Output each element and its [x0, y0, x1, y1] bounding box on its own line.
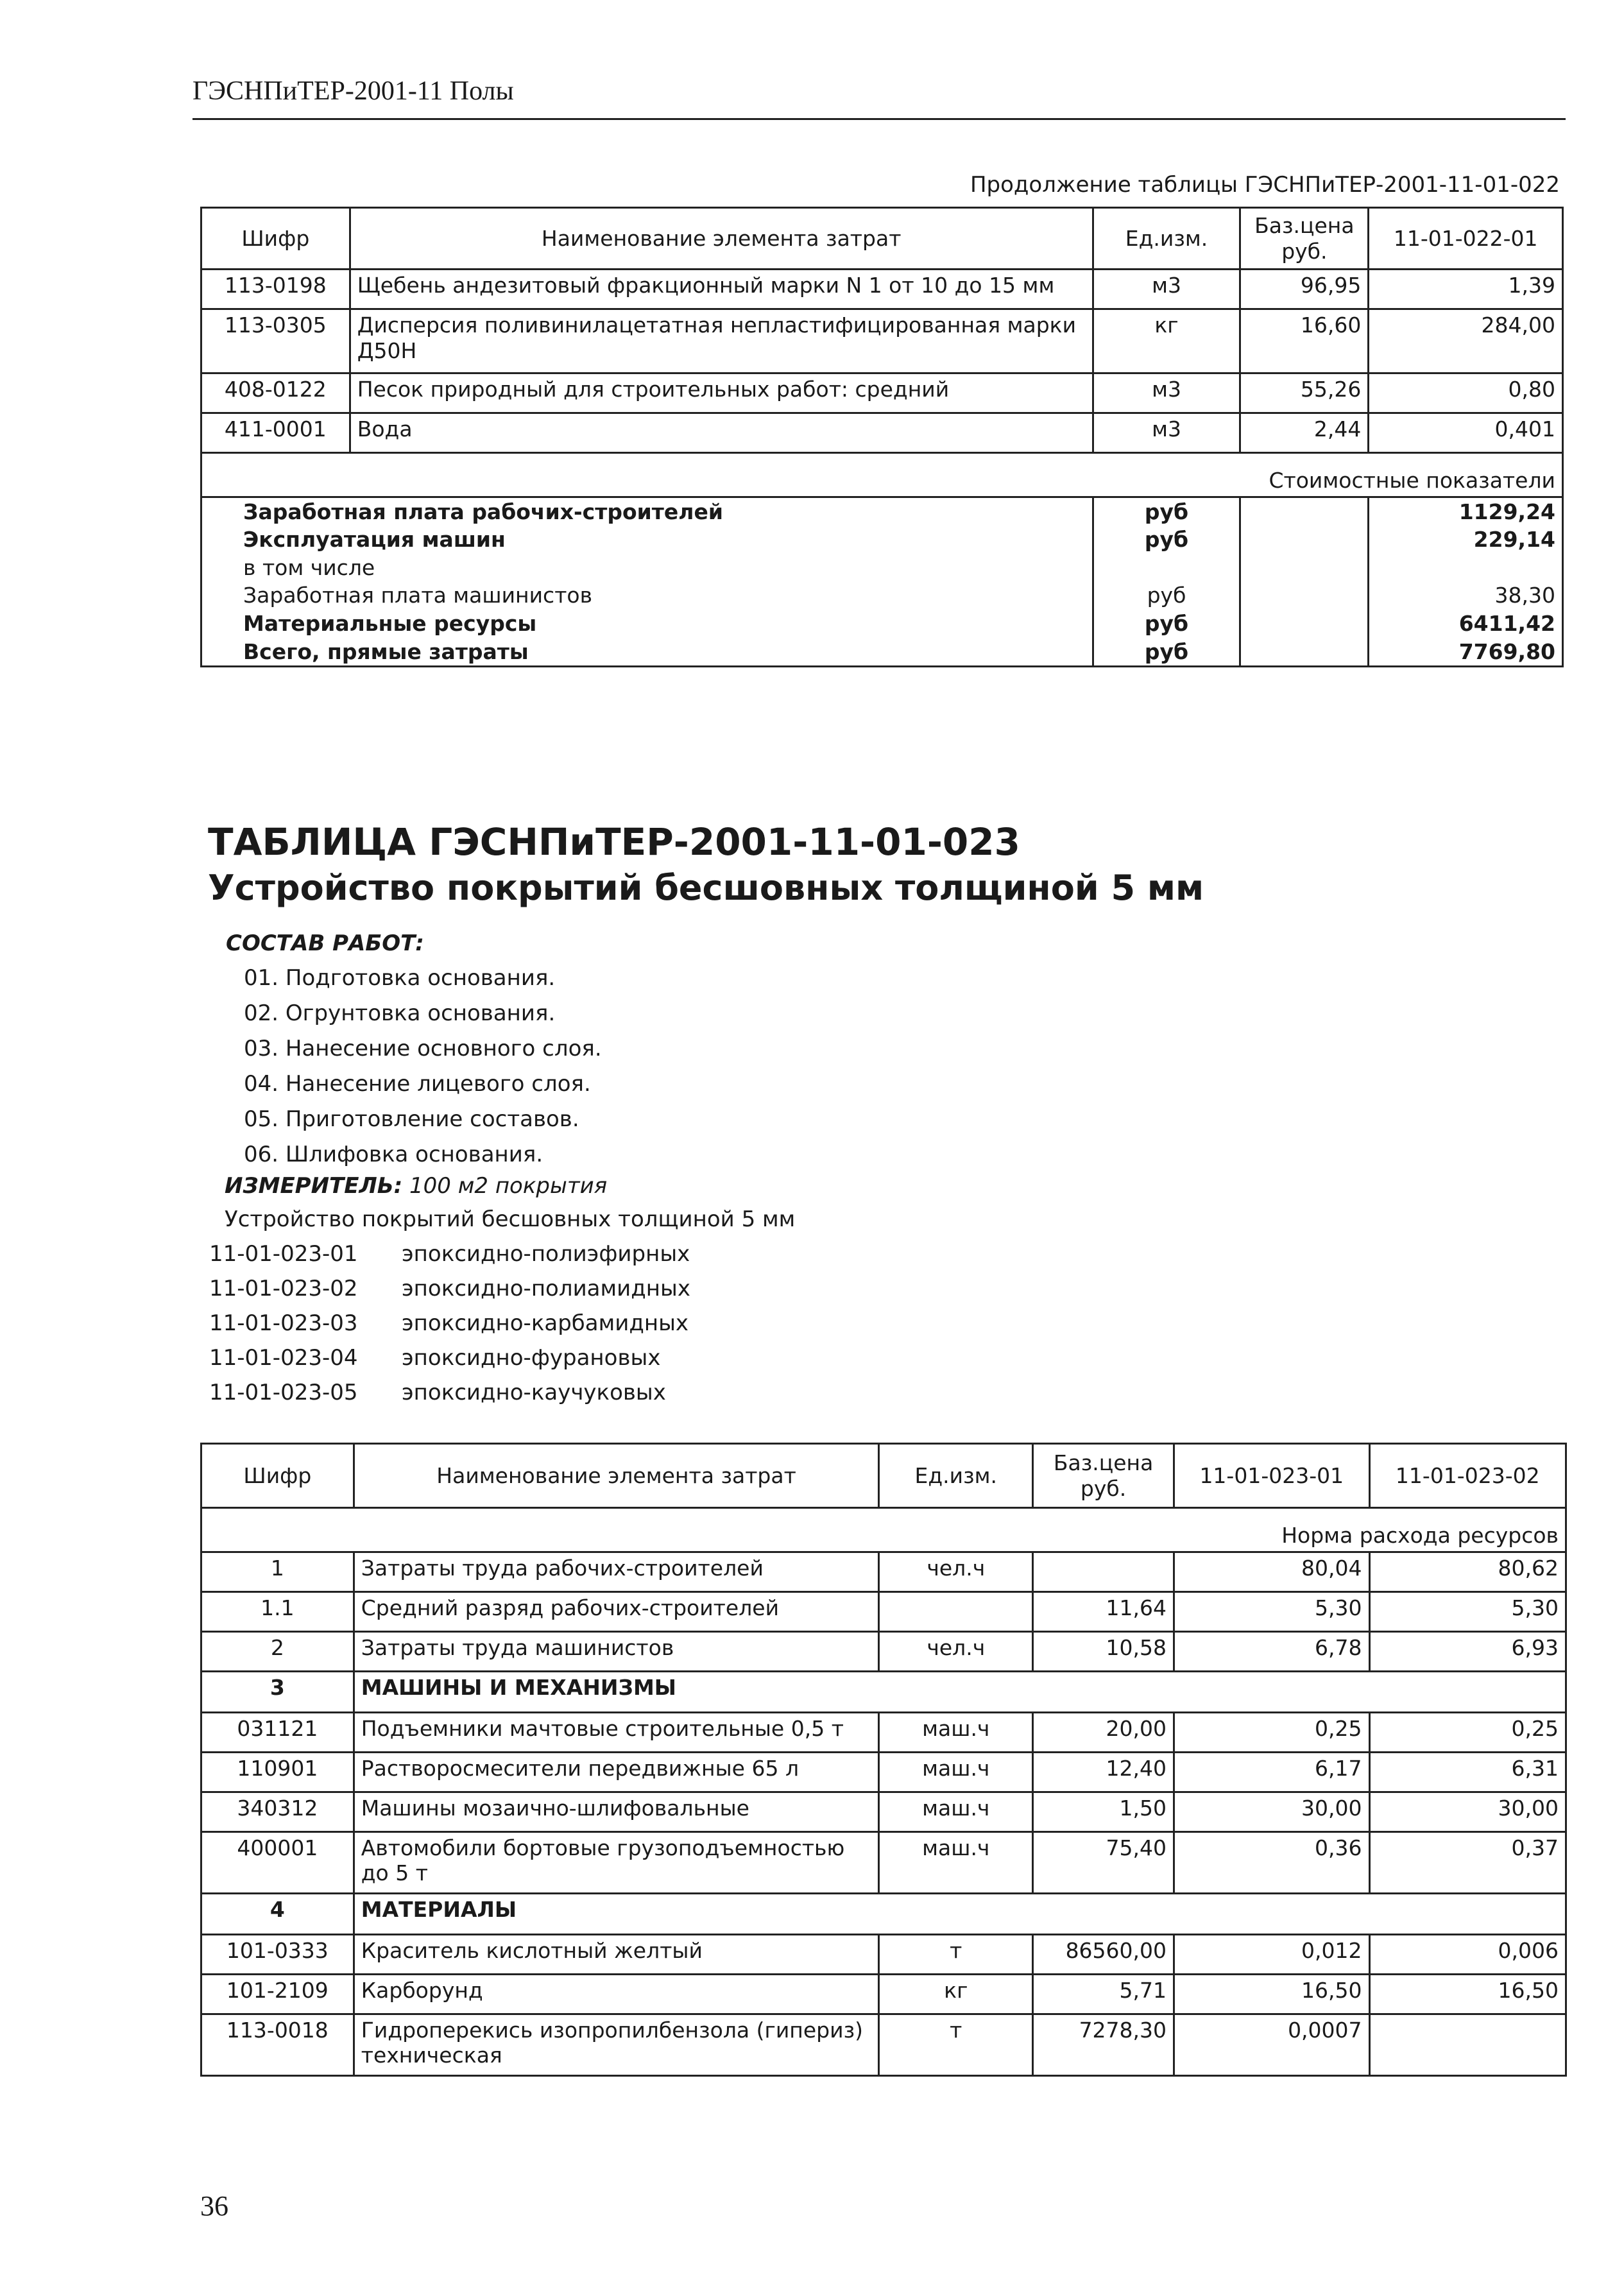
cell-name: Гидроперекись изопропилбензола (гипериз) техническая: [354, 2014, 879, 2075]
table-row: [201, 1631, 1566, 1671]
cell-code: 101-0333: [201, 1934, 354, 1974]
cell-name: Вода: [350, 413, 1093, 453]
variant-name: эпоксидно-карбамидных: [402, 1310, 689, 1336]
variant-code: 11-01-023-01: [209, 1241, 358, 1267]
cost-empty: [1240, 638, 1369, 667]
header-variant-2: 11-01-023-02: [1369, 1444, 1566, 1508]
cell-price: 75,40: [1033, 1831, 1174, 1893]
cell-value-2: 16,50: [1369, 1974, 1566, 2014]
cell-unit: м3: [1093, 373, 1240, 413]
cell-value-1: 6,17: [1174, 1752, 1370, 1792]
section-row: [201, 1671, 1566, 1712]
cell-price: [1033, 1552, 1174, 1591]
cell-name: Дисперсия поливинилацетатная непластифицированная марки Д50Н: [350, 309, 1093, 373]
cell-name: Подъемники мачтовые строительные 0,5 т: [354, 1712, 879, 1752]
cell-value-1: 80,04: [1174, 1552, 1370, 1591]
header-code: Шифр: [201, 1444, 354, 1508]
cell-name: Щебень андезитовый фракционный марки N 1 от 10 до 15 мм: [350, 270, 1093, 309]
variants-list: [209, 1241, 690, 1414]
cost-unit: [1093, 554, 1240, 582]
cell-unit: м3: [1093, 413, 1240, 453]
section-name: МАТЕРИАЛЫ: [354, 1893, 1566, 1934]
cell-unit: чел.ч: [879, 1631, 1033, 1671]
cell-unit: маш.ч: [879, 1752, 1033, 1792]
cell-price: 5,71: [1033, 1974, 1174, 2014]
cell-value-2: 6,31: [1369, 1752, 1566, 1792]
table-row: [201, 1792, 1566, 1831]
cell-price: 86560,00: [1033, 1934, 1174, 1974]
cell-code: 031121: [201, 1712, 354, 1752]
meter-value: 100 м2 покрытия: [409, 1173, 608, 1199]
main-resource-table: [200, 1443, 1567, 2077]
cell-value-1: 0,25: [1174, 1712, 1370, 1752]
table-title: Устройство покрытий бесшовных толщиной 5 мм: [208, 868, 1204, 908]
cell-code: 113-0305: [201, 309, 350, 373]
header-price: Баз.цена руб.: [1033, 1444, 1174, 1508]
cost-row: [201, 526, 1563, 554]
cell-unit: м3: [1093, 270, 1240, 309]
cost-unit: руб: [1093, 497, 1240, 526]
work-item: 01. Подготовка основания.: [244, 965, 556, 991]
header-variant-1: 11-01-022-01: [1369, 208, 1563, 270]
cell-unit: маш.ч: [879, 1831, 1033, 1893]
cell-value-1: 5,30: [1174, 1591, 1370, 1631]
cell-value-2: 0,37: [1369, 1831, 1566, 1893]
cell-name: Краситель кислотный желтый: [354, 1934, 879, 1974]
cell-value-2: 6,93: [1369, 1631, 1566, 1671]
cell-name: Затраты труда рабочих-строителей: [354, 1552, 879, 1591]
cost-unit: руб: [1093, 581, 1240, 610]
header-rule: [192, 118, 1566, 120]
cell-code: 4: [201, 1893, 354, 1934]
table-row: [201, 2014, 1566, 2075]
variant-code: 11-01-023-03: [209, 1310, 358, 1336]
work-item: 04. Нанесение лицевого слоя.: [244, 1071, 591, 1097]
cell-value-2: 0,006: [1369, 1934, 1566, 1974]
prev-resource-table: [200, 207, 1564, 667]
cell-code: 101-2109: [201, 1974, 354, 2014]
variant-code: 11-01-023-04: [209, 1345, 358, 1371]
cost-unit: руб: [1093, 638, 1240, 667]
cost-name: Эксплуатация машин: [201, 526, 1093, 554]
cost-value: 1129,24: [1369, 497, 1563, 526]
cost-value: 7769,80: [1369, 638, 1563, 667]
cell-value-1: 0,012: [1174, 1934, 1370, 1974]
table-row: [201, 309, 1563, 373]
cell-price: 20,00: [1033, 1712, 1174, 1752]
meter-line: [225, 1173, 607, 1199]
cell-name: Средний разряд рабочих-строителей: [354, 1591, 879, 1631]
cell-code: 408-0122: [201, 373, 350, 413]
variant-item: [209, 1241, 690, 1276]
cost-name: Всего, прямые затраты: [201, 638, 1093, 667]
cell-value: 0,401: [1369, 413, 1563, 453]
cell-price: 12,40: [1033, 1752, 1174, 1792]
cost-header-row: [201, 453, 1563, 497]
cell-value-2: [1369, 2014, 1566, 2075]
cell-unit: кг: [879, 1974, 1033, 2014]
header-code: Шифр: [201, 208, 350, 270]
table-row: [201, 1934, 1566, 1974]
works-list: [244, 965, 602, 1177]
cost-empty: [1240, 581, 1369, 610]
header-variant-1: 11-01-023-01: [1174, 1444, 1370, 1508]
cell-code: 110901: [201, 1752, 354, 1792]
cost-row: [201, 610, 1563, 638]
cell-value: 284,00: [1369, 309, 1563, 373]
table-row: [201, 373, 1563, 413]
cell-price: 1,50: [1033, 1792, 1174, 1831]
cell-price: 10,58: [1033, 1631, 1174, 1671]
header-unit: Ед.изм.: [879, 1444, 1033, 1508]
cell-unit: кг: [1093, 309, 1240, 373]
table-row: [201, 1712, 1566, 1752]
table-row: [201, 1752, 1566, 1792]
cell-unit: т: [879, 1934, 1033, 1974]
cell-name: Затраты труда машинистов: [354, 1631, 879, 1671]
variant-item: [209, 1380, 690, 1414]
cell-value-1: 16,50: [1174, 1974, 1370, 2014]
cost-value: 6411,42: [1369, 610, 1563, 638]
cell-price: 7278,30: [1033, 2014, 1174, 2075]
cell-code: 3: [201, 1671, 354, 1712]
cost-name: Материальные ресурсы: [201, 610, 1093, 638]
cell-code: 411-0001: [201, 413, 350, 453]
cost-row: [201, 638, 1563, 667]
cell-value: 1,39: [1369, 270, 1563, 309]
cell-code: 1: [201, 1552, 354, 1591]
section-name: МАШИНЫ И МЕХАНИЗМЫ: [354, 1671, 1566, 1712]
cell-unit: чел.ч: [879, 1552, 1033, 1591]
norm-label-row: [201, 1508, 1566, 1552]
variant-item: [209, 1276, 690, 1310]
cell-name: Растворосмесители передвижные 65 л: [354, 1752, 879, 1792]
cell-code: 113-0018: [201, 2014, 354, 2075]
cell-value-2: 5,30: [1369, 1591, 1566, 1631]
meter-label: ИЗМЕРИТЕЛЬ:: [225, 1173, 403, 1199]
work-item: 02. Огрунтовка основания.: [244, 1000, 556, 1026]
cost-value: [1369, 554, 1563, 582]
variant-name: эпоксидно-каучуковых: [402, 1380, 666, 1405]
page-number: 36: [200, 2190, 228, 2222]
header-name: Наименование элемента затрат: [350, 208, 1093, 270]
cell-code: 1.1: [201, 1591, 354, 1631]
cell-unit: т: [879, 2014, 1033, 2075]
cost-name: Заработная плата рабочих-строителей: [201, 497, 1093, 526]
cell-value-1: 0,0007: [1174, 2014, 1370, 2075]
cost-row: [201, 497, 1563, 526]
cell-price: 2,44: [1240, 413, 1369, 453]
cost-name: Заработная плата машинистов: [201, 581, 1093, 610]
work-item: 06. Шлифовка основания.: [244, 1142, 543, 1167]
cell-name: Машины мозаично-шлифовальные: [354, 1792, 879, 1831]
cell-code: 113-0198: [201, 270, 350, 309]
work-item: 05. Приготовление составов.: [244, 1106, 579, 1132]
prev-table-caption: Продолжение таблицы ГЭСНПиТЕР-2001-11-01-022: [970, 172, 1560, 198]
cost-empty: [1240, 554, 1369, 582]
cost-empty: [1240, 526, 1369, 554]
cost-row: [201, 554, 1563, 582]
cell-price: 96,95: [1240, 270, 1369, 309]
header-name: Наименование элемента затрат: [354, 1444, 879, 1508]
norm-label: Норма расхода ресурсов: [201, 1508, 1566, 1552]
cost-unit: руб: [1093, 526, 1240, 554]
cost-empty: [1240, 610, 1369, 638]
cell-code: 400001: [201, 1831, 354, 1893]
cost-row: [201, 581, 1563, 610]
table-row: [201, 1591, 1566, 1631]
cell-code: 2: [201, 1631, 354, 1671]
section-row: [201, 1893, 1566, 1934]
cell-unit: [879, 1591, 1033, 1631]
cell-price: 11,64: [1033, 1591, 1174, 1631]
header-unit: Ед.изм.: [1093, 208, 1240, 270]
variants-subtitle: Устройство покрытий бесшовных толщиной 5 мм: [225, 1206, 796, 1232]
cell-value-2: 80,62: [1369, 1552, 1566, 1591]
cell-value-2: 0,25: [1369, 1712, 1566, 1752]
cost-value: 229,14: [1369, 526, 1563, 554]
variant-item: [209, 1345, 690, 1380]
cost-empty: [1240, 497, 1369, 526]
variant-item: [209, 1310, 690, 1345]
cell-unit: маш.ч: [879, 1712, 1033, 1752]
table-row: [201, 1831, 1566, 1893]
table-row: [201, 1974, 1566, 2014]
table-number: ТАБЛИЦА ГЭСНПиТЕР-2001-11-01-023: [208, 820, 1020, 864]
cell-value: 0,80: [1369, 373, 1563, 413]
cell-value-1: 30,00: [1174, 1792, 1370, 1831]
table-row: [201, 270, 1563, 309]
variant-name: эпоксидно-полиамидных: [402, 1276, 690, 1301]
cell-value-1: 6,78: [1174, 1631, 1370, 1671]
table-row: [201, 1552, 1566, 1591]
works-label: СОСТАВ РАБОТ:: [226, 931, 424, 956]
variant-name: эпоксидно-фурановых: [402, 1345, 661, 1371]
cell-unit: маш.ч: [879, 1792, 1033, 1831]
cell-price: 16,60: [1240, 309, 1369, 373]
cost-unit: руб: [1093, 610, 1240, 638]
work-item: 03. Нанесение основного слоя.: [244, 1036, 602, 1061]
cell-name: Песок природный для строительных работ: средний: [350, 373, 1093, 413]
cell-code: 340312: [201, 1792, 354, 1831]
cell-name: Автомобили бортовые грузоподъемностью до 5 т: [354, 1831, 879, 1893]
variant-code: 11-01-023-02: [209, 1276, 358, 1301]
variant-code: 11-01-023-05: [209, 1380, 358, 1405]
cost-header: Стоимостные показатели: [201, 453, 1563, 497]
header-price: Баз.цена руб.: [1240, 208, 1369, 270]
cell-name: Карборунд: [354, 1974, 879, 2014]
cost-value: 38,30: [1369, 581, 1563, 610]
table-row: [201, 413, 1563, 453]
cell-value-2: 30,00: [1369, 1792, 1566, 1831]
variant-name: эпоксидно-полиэфирных: [402, 1241, 690, 1267]
running-title: ГЭСНПиТЕР-2001-11 Полы: [192, 76, 514, 106]
cost-name: в том числе: [201, 554, 1093, 582]
cell-price: 55,26: [1240, 373, 1369, 413]
cell-value-1: 0,36: [1174, 1831, 1370, 1893]
